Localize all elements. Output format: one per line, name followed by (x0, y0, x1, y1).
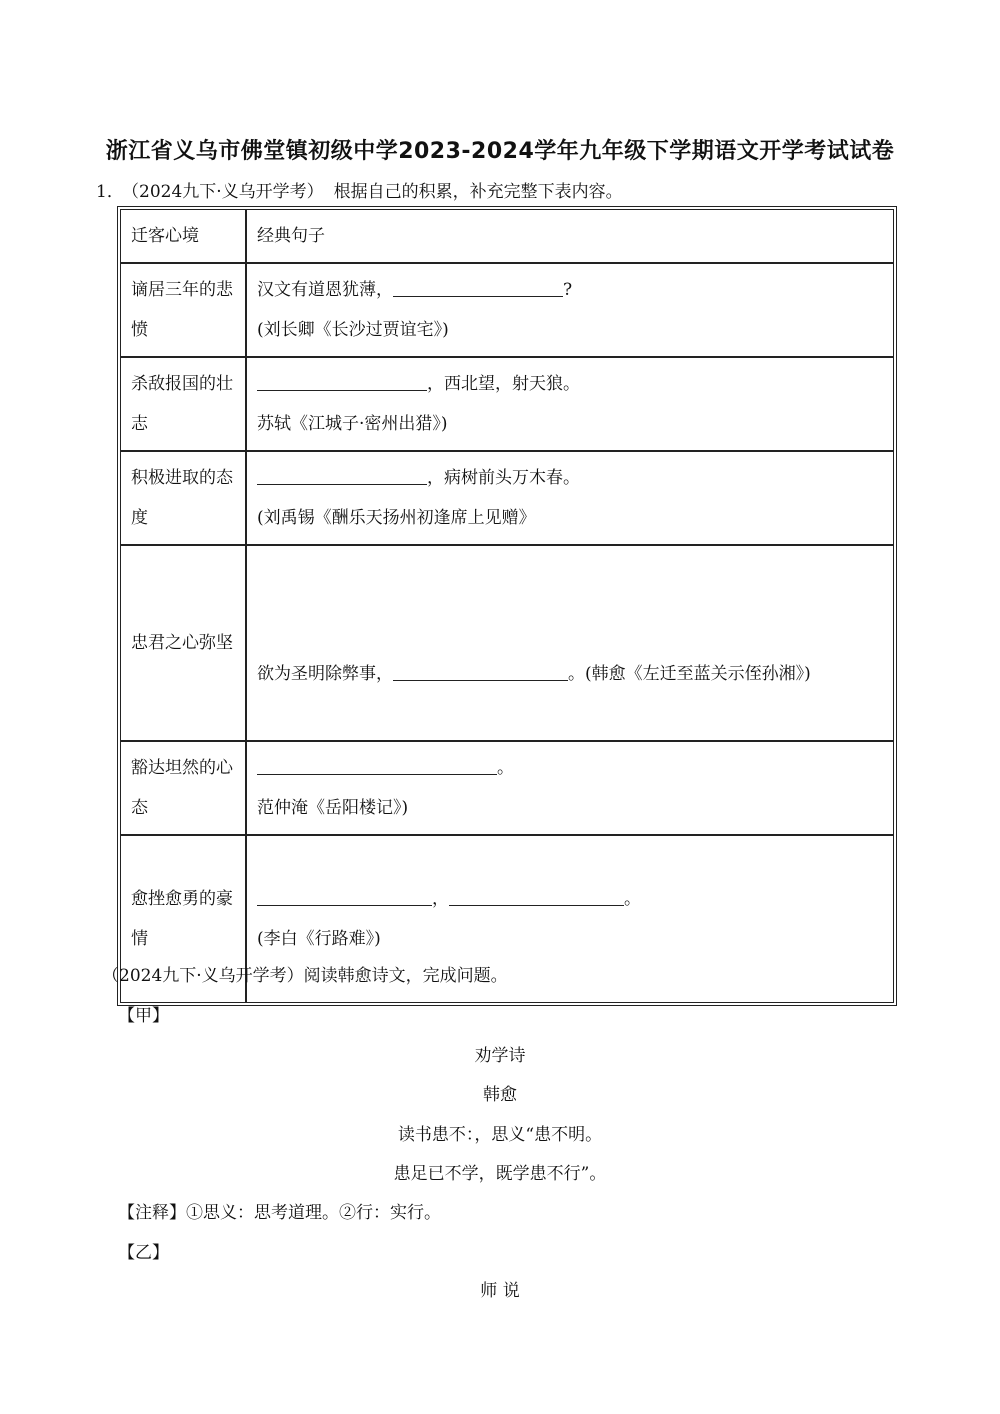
answer-blank[interactable] (257, 466, 427, 485)
header-sentence: 经典句子 (246, 209, 894, 263)
table-row (120, 741, 894, 835)
poem-source: (刘禹锡《酬乐天扬州初逢席上见赠》 (257, 508, 536, 528)
essay-title: 师 说 (480, 1281, 520, 1301)
poem-source: (刘长卿《长沙过贾谊宅》) (257, 320, 449, 340)
sentence-cell: 汉文有道恩犹薄， ? (刘长卿《长沙过贾谊宅》) (246, 263, 894, 357)
table-header-row (120, 209, 894, 263)
mood-cell: 积极进取的态度 (120, 451, 246, 545)
sentence-cell: ，西北望，射天狼。 苏轼《江城子·密州出猎》) (246, 357, 894, 451)
exam-title: 浙江省义乌市佛堂镇初级中学2023-2024学年九年级下学期语文开学考试试卷 (105, 139, 895, 164)
question-prompt: 根据自己的积累，补充完整下表内容。 (333, 182, 623, 202)
fill-in-table (117, 206, 897, 1006)
poem-line-1: 读书患不：，思义“患不明。 (397, 1125, 603, 1145)
answer-blank[interactable] (257, 887, 432, 906)
question-number: 1． (96, 182, 124, 202)
poem-source: 范仲淹《岳阳楼记》) (257, 798, 409, 818)
poem-line-2: 患足已不学，既学患不行”。 (393, 1164, 607, 1184)
poem-title: 劝学诗 (474, 1046, 526, 1066)
section-jia-label: 【甲】 (118, 1006, 169, 1026)
table-row (120, 263, 894, 357)
answer-blank[interactable] (449, 887, 624, 906)
sentence-cell: 欲为圣明除弊事， 。(韩愈《左迁至蓝关示侄孙湘》) (246, 545, 894, 741)
poem-source: 苏轼《江城子·密州出猎》) (257, 414, 448, 434)
section-yi-label: 【乙】 (118, 1243, 169, 1263)
mood-cell: 忠君之心弥坚 (120, 545, 246, 741)
table-row (120, 357, 894, 451)
mood-cell: 豁达坦然的心态 (120, 741, 246, 835)
sentence-cell: 。 范仲淹《岳阳楼记》) (246, 741, 894, 835)
mood-cell: 谪居三年的悲愤 (120, 263, 246, 357)
poem-author: 韩愈 (483, 1085, 517, 1105)
answer-blank[interactable] (257, 756, 497, 775)
sentence-cell: ， 。 (李白《行路难》) (246, 835, 894, 1003)
annotation-notes: 【注释】①思义：思考道理。②行：实行。 (118, 1203, 441, 1223)
sentence-cell: ，病树前头万木春。 (刘禹锡《酬乐天扬州初逢席上见赠》 (246, 451, 894, 545)
header-mood: 迁客心境 (120, 209, 246, 263)
question-1-heading (96, 177, 623, 202)
answer-blank[interactable] (257, 372, 427, 391)
table-row (120, 451, 894, 545)
table-row (120, 545, 894, 741)
question-source: （2024九下·义乌开学考） (122, 182, 324, 202)
question-2-intro: （2024九下·义乌开学考）阅读韩愈诗文，完成问题。 (102, 966, 508, 986)
poem-source: (李白《行路难》) (257, 929, 381, 949)
mood-cell: 愈挫愈勇的豪情 (120, 835, 246, 1003)
answer-blank[interactable] (393, 662, 568, 681)
mood-cell: 杀敌报国的壮志 (120, 357, 246, 451)
answer-blank[interactable] (393, 278, 563, 297)
